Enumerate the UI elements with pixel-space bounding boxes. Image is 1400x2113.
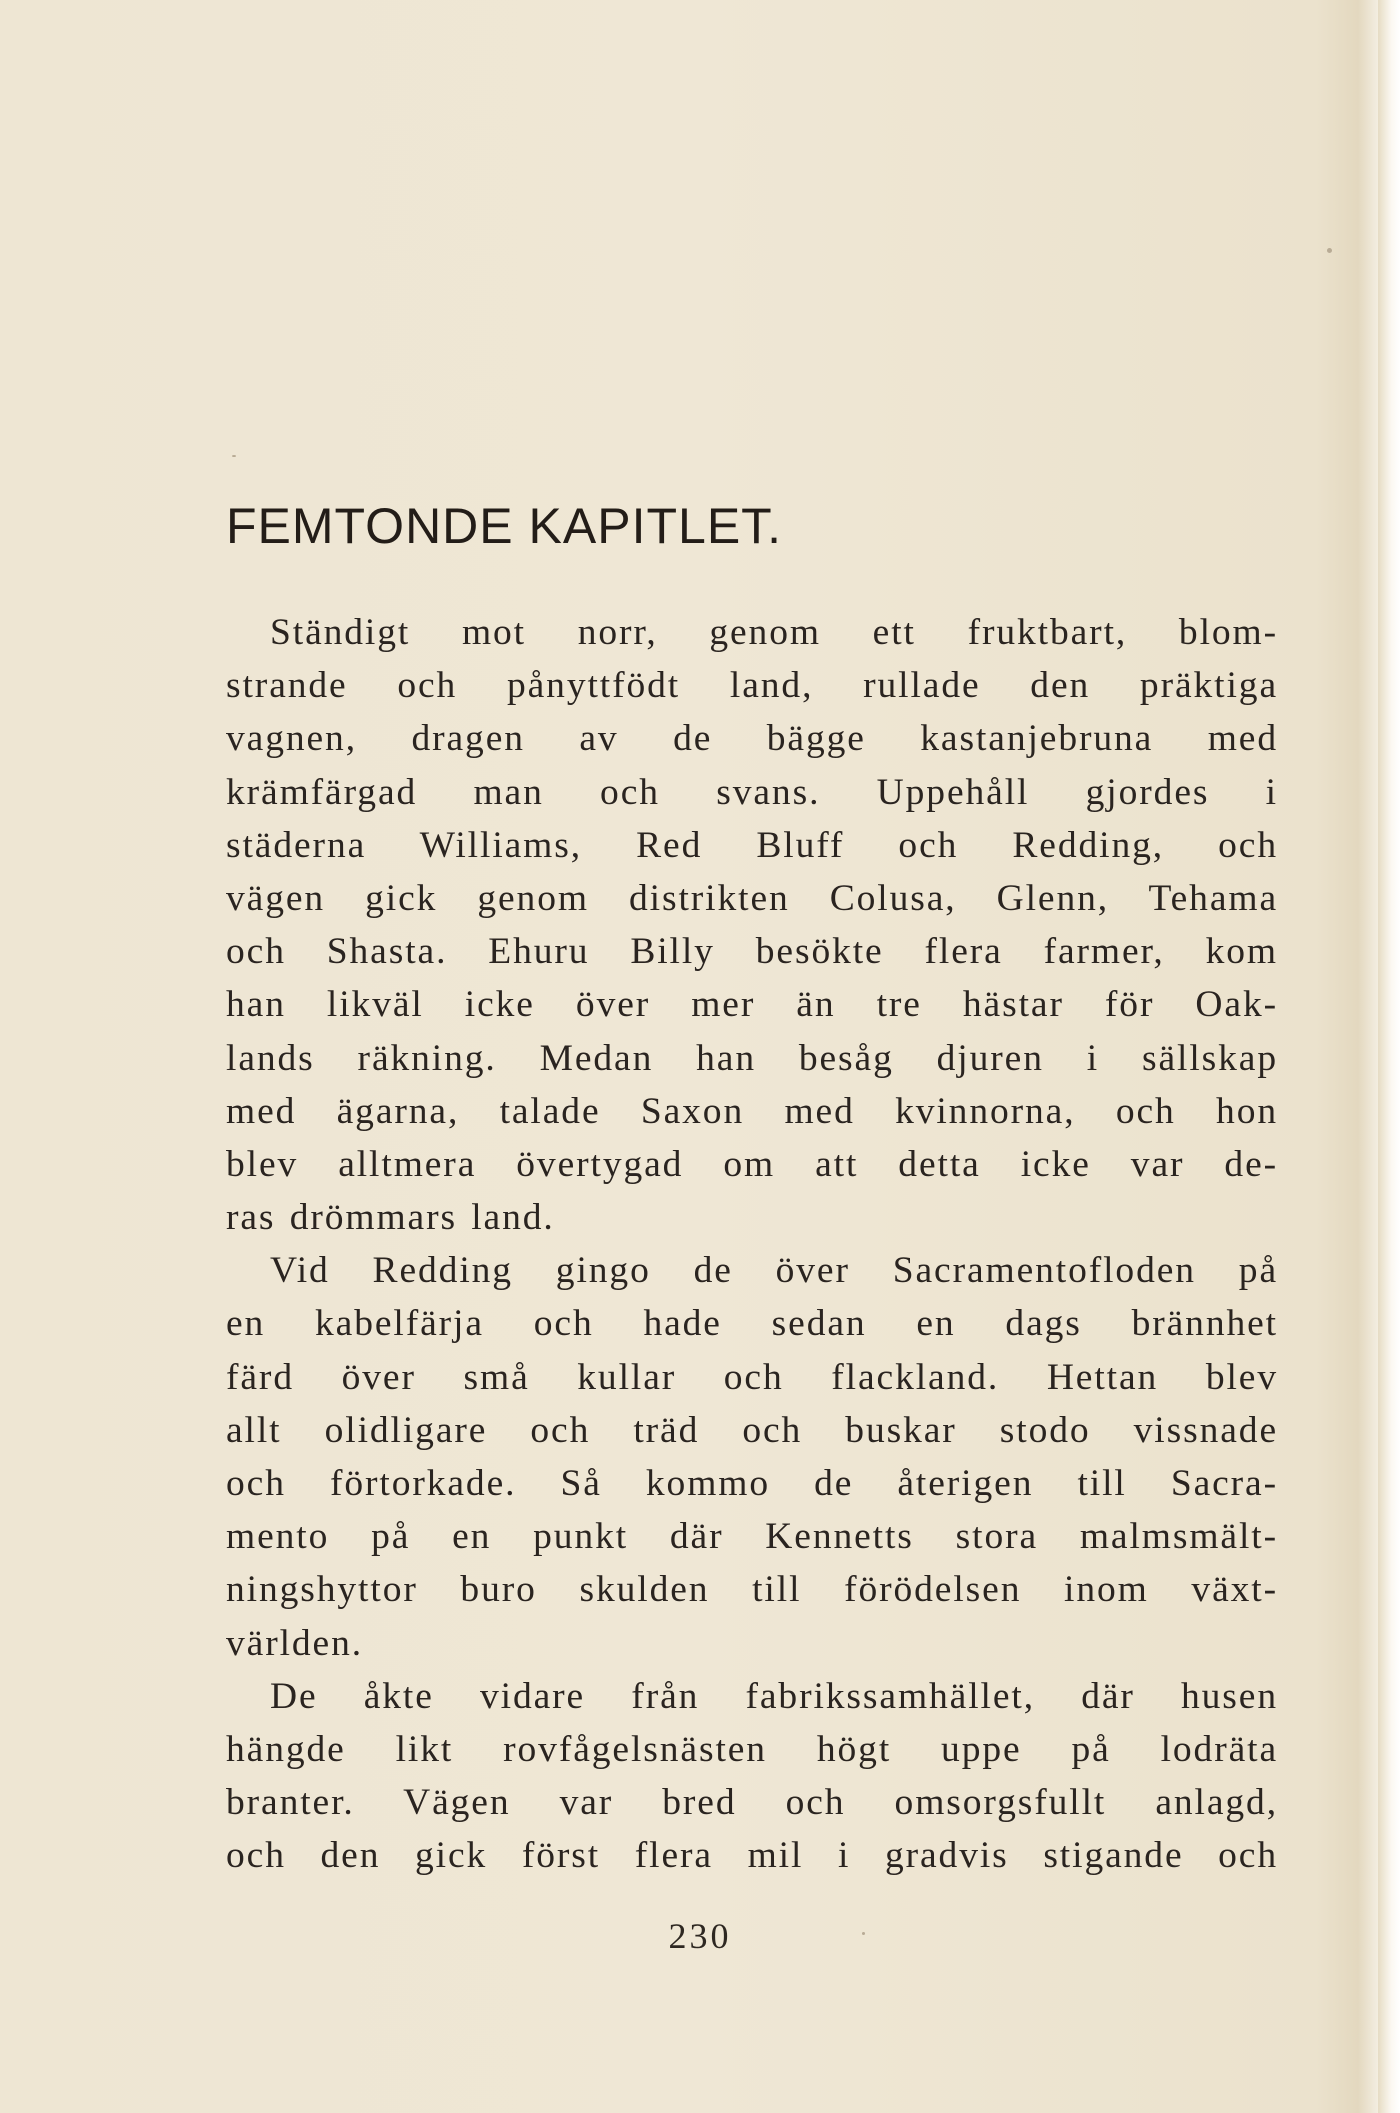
text-line: färd över små kullar och flackland. Hettan blev <box>226 1356 1278 1398</box>
page-number: 230 <box>668 1916 732 1956</box>
text-line: vägen gick genom distrikten Colusa, Glenn, Tehama <box>226 877 1278 919</box>
text-line: världen. <box>226 1622 364 1664</box>
text-line: mento på en punkt där Kennetts stora malmsmält- <box>226 1516 1278 1558</box>
text-line: och förtorkade. Så kommo de återigen till Sacra- <box>226 1463 1278 1504</box>
text-line: med ägarna, talade Saxon med kvinnorna, och hon <box>226 1090 1278 1132</box>
text-line: och den gick först flera mil i gradvis stigande och <box>226 1835 1278 1877</box>
text-line: branter. Vägen var bred och omsorgsfullt anlagd, <box>226 1782 1278 1824</box>
paper-speck <box>1327 248 1332 253</box>
text-line: Vid Redding gingo de över Sacramentofloden på <box>270 1250 1278 1292</box>
text-line: lands räkning. Medan han besåg djuren i sällskap <box>226 1037 1278 1079</box>
text-line: ningshyttor buro skulden till förödelsen inom växt- <box>226 1569 1278 1611</box>
text-line: och Shasta. Ehuru Billy besökte flera farmer, kom <box>226 931 1278 973</box>
text-line: allt olidligare och träd och buskar stodo vissnade <box>226 1409 1278 1451</box>
chapter-title: FEMTONDE KAPITLET. <box>226 498 783 554</box>
text-line: Ständigt mot norr, genom ett fruktbart, blom- <box>270 612 1278 653</box>
page-edge <box>1378 0 1400 2113</box>
text-line: blev alltmera övertygad om att detta icke var de- <box>226 1143 1278 1185</box>
paper-speck <box>232 455 236 457</box>
text-line: vagnen, dragen av de bägge kastanjebruna med <box>226 718 1278 760</box>
text-line: strande och pånyttfödt land, rullade den präktiga <box>226 665 1278 707</box>
text-line: hängde likt rovfågelsnästen högt uppe på lodräta <box>226 1728 1278 1770</box>
text-line: en kabelfärja och hade sedan en dags brännhet <box>226 1303 1278 1345</box>
body-text <box>226 606 1278 1883</box>
text-line: han likväl icke över mer än tre hästar för Oak- <box>226 984 1278 1026</box>
text-line: ras drömmars land. <box>226 1197 555 1239</box>
text-line: krämfärgad man och svans. Uppehåll gjordes i <box>226 771 1278 813</box>
text-line: städerna Williams, Red Bluff och Redding, och <box>226 824 1278 866</box>
text-line: De åkte vidare från fabrikssamhället, där husen <box>270 1675 1278 1717</box>
paper-speck <box>862 1932 865 1935</box>
